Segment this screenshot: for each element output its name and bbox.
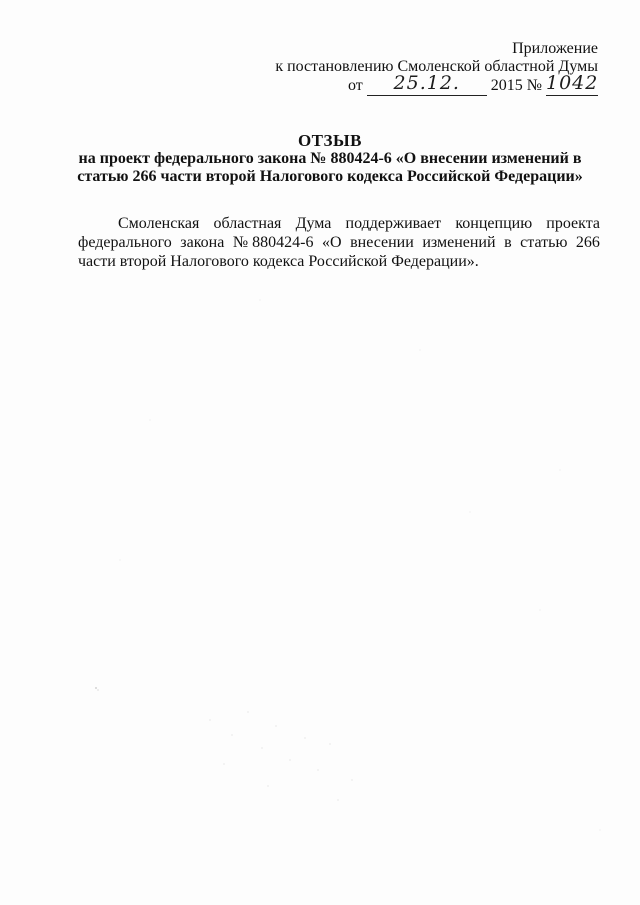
attachment-header: [268, 40, 598, 96]
date-number-line: [268, 72, 599, 96]
body-line-1: [78, 214, 600, 233]
number-fill-line: [546, 72, 599, 96]
attachment-label: Приложение: [512, 40, 598, 57]
date-fill-line: [367, 72, 487, 96]
body-word: Дума: [295, 215, 332, 232]
body-word: в: [504, 234, 512, 251]
body-word: поддерживает: [345, 215, 442, 232]
resolution-reference: к постановлению Смоленской областной Думы: [275, 58, 598, 75]
body-word: федерального: [78, 234, 172, 251]
body-word: закона: [180, 234, 225, 251]
body-line-3: части второй Налогового кодекса Российской Федерации».: [78, 253, 479, 270]
body-paragraph: [78, 214, 600, 271]
body-line-2: [78, 233, 600, 252]
title-line-2: статью 266 части второй Налогового кодекса Российской Федерации»: [77, 168, 583, 185]
body-word: «О: [321, 234, 342, 251]
handwritten-date: 25.12.: [393, 72, 460, 94]
number-sign: №: [526, 77, 542, 94]
body-word: № 880424-6: [232, 234, 314, 251]
handwritten-number: 1042: [546, 72, 599, 94]
body-word: проекта: [546, 215, 600, 232]
body-word: областная: [213, 215, 282, 232]
year-text: 2015: [490, 77, 523, 94]
body-word: Смоленская: [118, 215, 200, 232]
title-line-1: на проект федерального закона № 880424-6 «О внесении изменений в: [78, 150, 582, 167]
body-word: статью: [520, 234, 568, 251]
title-heading: ОТЗЫВ: [297, 131, 363, 150]
date-prefix: от: [347, 77, 363, 94]
body-word: концепцию: [455, 215, 533, 232]
body-word: внесении: [350, 234, 414, 251]
body-word: изменений: [422, 234, 496, 251]
document-title: [60, 132, 600, 186]
body-word: 266: [575, 234, 600, 251]
